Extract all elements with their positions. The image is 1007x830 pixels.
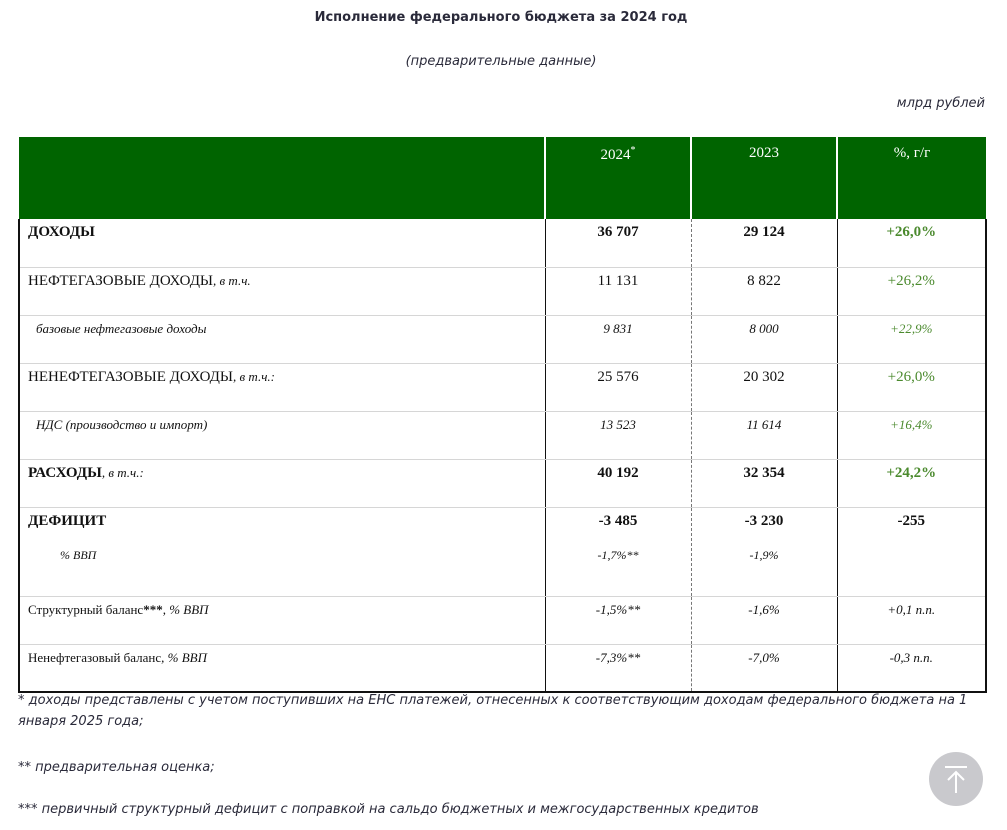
cell-2024 <box>545 507 691 596</box>
cell-2023 <box>691 507 837 596</box>
row-label-suffix: , в т.ч. <box>213 272 251 288</box>
cell-2024: 40 192 <box>545 459 691 507</box>
cell-2023: 8 000 <box>691 315 837 363</box>
row-label: НДС (производство и импорт) <box>19 411 545 459</box>
row-sublabel: % ВВП <box>60 547 97 562</box>
table-row <box>19 596 986 644</box>
cell-yoy: +24,2% <box>837 459 986 507</box>
cell-2023: 29 124 <box>691 219 837 267</box>
table-row <box>19 644 986 692</box>
row-label-suffix: , в т.ч.: <box>101 464 144 480</box>
cell-2024: 25 576 <box>545 363 691 411</box>
footnote-3: *** первичный структурный дефицит с поправкой на сальдо бюджетных и межгосударственных кредитов <box>18 802 759 817</box>
cell-2023: 32 354 <box>691 459 837 507</box>
cell-value: -3 230 <box>744 512 784 529</box>
cell-2024: -1,5%** <box>545 596 691 644</box>
cell-2024: 36 707 <box>545 219 691 267</box>
row-label-cell <box>19 644 545 692</box>
row-label-mark: *** <box>143 601 163 617</box>
row-label: базовые нефтегазовые доходы <box>19 315 545 363</box>
row-label-cell <box>19 363 545 411</box>
column-header-2023: 2023 <box>691 137 837 219</box>
cell-2023: 11 614 <box>691 411 837 459</box>
cell-2023: -1,6% <box>691 596 837 644</box>
row-label: РАСХОДЫ <box>28 464 102 481</box>
arrow-up-to-line-icon <box>929 752 983 806</box>
table-row <box>19 459 986 507</box>
row-label: ДОХОДЫ <box>19 219 545 267</box>
column-header-2024: 2024* <box>545 137 691 219</box>
row-label-cell <box>19 507 545 596</box>
cell-2023: 8 822 <box>691 267 837 315</box>
row-label-suffix: , в т.ч.: <box>233 368 275 384</box>
table-row <box>19 267 986 315</box>
row-label: НЕФТЕГАЗОВЫЕ ДОХОДЫ <box>28 272 214 289</box>
cell-subvalue: -1,9% <box>749 547 779 562</box>
cell-yoy: +26,2% <box>837 267 986 315</box>
row-label-cell <box>19 459 545 507</box>
cell-yoy: +22,9% <box>837 315 986 363</box>
cell-value: -3 485 <box>598 512 638 529</box>
table-row <box>19 363 986 411</box>
cell-2023: 20 302 <box>691 363 837 411</box>
cell-2024: 9 831 <box>545 315 691 363</box>
table-row <box>19 411 986 459</box>
scroll-to-top-button[interactable] <box>929 752 983 806</box>
row-label: ДЕФИЦИТ <box>28 512 107 529</box>
cell-2024: -7,3%** <box>545 644 691 692</box>
cell-yoy: +26,0% <box>837 363 986 411</box>
cell-yoy: +0,1 п.п. <box>837 596 986 644</box>
cell-2024: 13 523 <box>545 411 691 459</box>
budget-table <box>18 137 987 693</box>
footnote-1: * доходы представлены с учетом поступивших на ЕНС платежей, отнесенных к соответствующим доходам федерального бюджета на 1 января 2025 года; <box>18 693 968 729</box>
table-header-row <box>19 137 986 219</box>
table-row <box>19 219 986 267</box>
cell-yoy: -0,3 п.п. <box>837 644 986 692</box>
column-header-yoy: %, г/г <box>837 137 986 219</box>
table-row <box>19 507 986 596</box>
row-label: НЕНЕФТЕГАЗОВЫЕ ДОХОДЫ <box>28 368 233 385</box>
table-row <box>19 315 986 363</box>
cell-yoy: +26,0% <box>837 219 986 267</box>
units-label: млрд рублей <box>896 96 985 111</box>
cell-yoy: +16,4% <box>837 411 986 459</box>
cell-subvalue: -1,7%** <box>597 547 639 562</box>
footnote-2: ** предварительная оценка; <box>18 760 215 775</box>
row-label-cell <box>19 267 545 315</box>
cell-yoy: -255 <box>837 507 986 596</box>
column-header-indicator <box>19 137 545 219</box>
row-label: Ненефтегазовый баланс <box>28 649 162 665</box>
footnote-mark: * <box>630 145 636 156</box>
row-label-suffix: , % ВВП <box>162 601 209 617</box>
cell-2024: 11 131 <box>545 267 691 315</box>
row-label: Структурный баланс <box>28 601 144 617</box>
page-subtitle: (предварительные данные) <box>405 54 597 69</box>
row-label-cell <box>19 596 545 644</box>
row-label-suffix: , % ВВП <box>161 649 208 665</box>
cell-2023: -7,0% <box>691 644 837 692</box>
page-title: Исполнение федерального бюджета за 2024 год <box>314 10 688 25</box>
